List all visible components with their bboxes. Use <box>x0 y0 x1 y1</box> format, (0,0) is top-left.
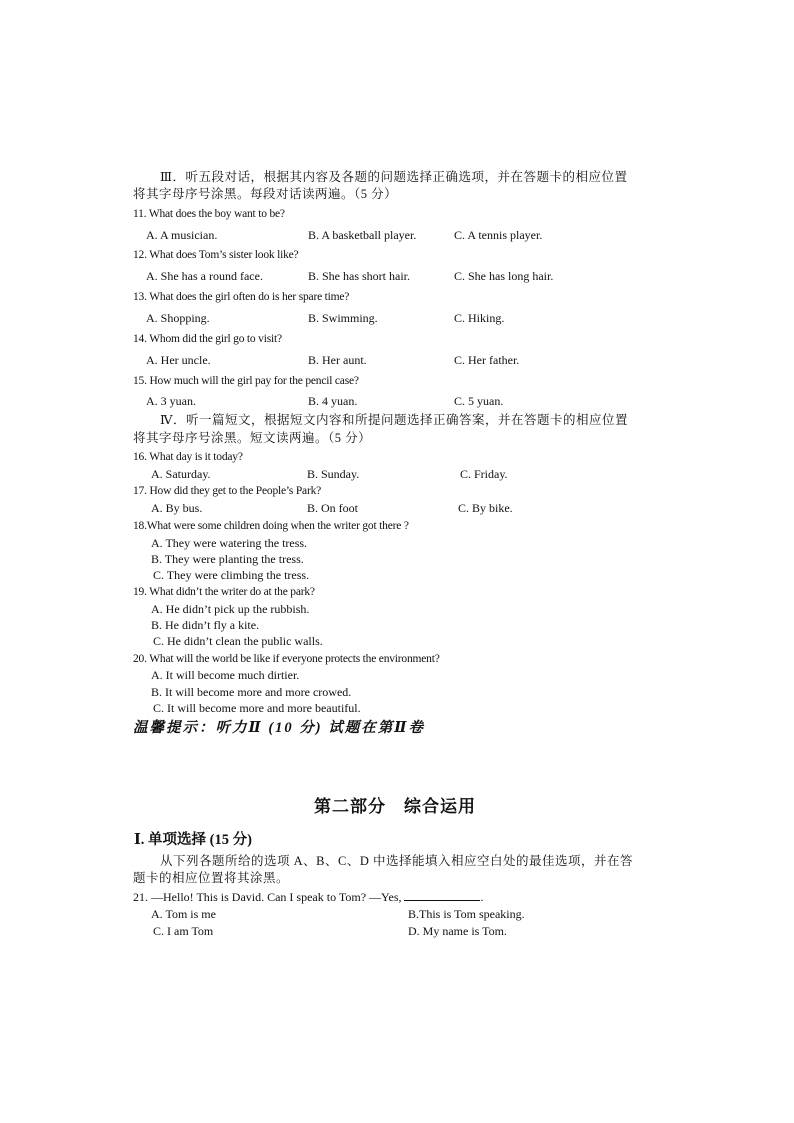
option-12c: C. She has long hair. <box>454 269 554 283</box>
question-20: 20. What will the world be like if everyone protects the environment? <box>133 653 440 665</box>
option-11c: C. A tennis player. <box>454 228 543 242</box>
option-21b: B.This is Tom speaking. <box>408 907 525 921</box>
question-11: 11. What does the boy want to be? <box>133 208 285 220</box>
part2-title: 第二部分 综合运用 <box>314 797 476 816</box>
option-15b: B. 4 yuan. <box>308 394 358 408</box>
option-15c: C. 5 yuan. <box>454 394 504 408</box>
section4-instructions-cont: 将其字母序号涂黑。短文读两遍。（5 分） <box>133 431 372 445</box>
section1-instructions: 从下列各题所给的选项 A、B、C、D 中选择能填入相应空白处的最佳选项，并在答 <box>160 854 633 868</box>
option-16c: C. Friday. <box>460 467 508 481</box>
option-18a: A. They were watering the tress. <box>151 536 308 550</box>
question-16: 16. What day is it today? <box>133 451 243 463</box>
question-13: 13. What does the girl often do is her spare time? <box>133 291 350 303</box>
option-16a: A. Saturday. <box>151 467 211 481</box>
option-19a: A. He didn’t pick up the rubbish. <box>151 602 310 616</box>
question-12: 12. What does Tom’s sister look like? <box>133 249 299 261</box>
question-15: 15. How much will the girl pay for the pencil case? <box>133 375 359 387</box>
option-20b: B. It will become more and more crowed. <box>151 685 352 699</box>
option-12a: A. She has a round face. <box>146 269 263 283</box>
option-13a: A. Shopping. <box>146 311 210 325</box>
option-14b: B. Her aunt. <box>308 353 367 367</box>
option-11b: B. A basketball player. <box>308 228 417 242</box>
section1-instructions-cont: 题卡的相应位置将其涂黑。 <box>133 871 290 885</box>
option-17b: B. On foot <box>307 501 358 515</box>
option-19c: C. He didn’t clean the public walls. <box>153 634 323 648</box>
option-16b: B. Sunday. <box>307 467 360 481</box>
option-20c: C. It will become more and more beautiful. <box>153 701 361 715</box>
question-14: 14. Whom did the girl go to visit? <box>133 333 282 345</box>
option-15a: A. 3 yuan. <box>146 394 196 408</box>
question-19: 19. What didn’t the writer do at the park? <box>133 586 315 598</box>
option-21d: D. My name is Tom. <box>408 924 507 938</box>
option-11a: A. A musician. <box>146 228 218 242</box>
question-17: 17. How did they get to the People’s Park? <box>133 485 322 497</box>
option-12b: B. She has short hair. <box>308 269 410 283</box>
option-14a: A. Her uncle. <box>146 353 211 367</box>
question-21-text: 21. —Hello! This is David. Can I speak to Tom? —Yes, <box>133 890 402 904</box>
listening-tip: 温馨提示：听力Ⅱ (10 分) 试题在第Ⅱ卷 <box>133 720 425 736</box>
option-20a: A. It will become much dirtier. <box>151 668 300 682</box>
question-21-end: . <box>480 890 484 904</box>
option-13c: C. Hiking. <box>454 311 505 325</box>
option-13b: B. Swimming. <box>308 311 378 325</box>
option-17a: A. By bus. <box>151 501 203 515</box>
section3-instructions-cont: 将其字母序号涂黑。每段对话读两遍。（5 分） <box>133 187 398 201</box>
option-21a: A. Tom is me <box>151 907 216 921</box>
answer-blank <box>404 889 480 901</box>
question-21 <box>133 889 483 905</box>
option-18b: B. They were planting the tress. <box>151 552 304 566</box>
section1-title: Ⅰ. 单项选择 (15 分) <box>134 832 252 848</box>
question-18: 18.What were some children doing when the writer got there ? <box>133 520 409 532</box>
option-14c: C. Her father. <box>454 353 520 367</box>
section4-instructions: Ⅳ．听一篇短文，根据短文内容和所提问题选择正确答案，并在答题卡的相应位置 <box>160 413 628 427</box>
option-19b: B. He didn’t fly a kite. <box>151 618 260 632</box>
option-17c: C. By bike. <box>458 501 513 515</box>
option-21c: C. I am Tom <box>153 924 214 938</box>
option-18c: C. They were climbing the tress. <box>153 568 310 582</box>
section3-instructions: Ⅲ．听五段对话，根据其内容及各题的问题选择正确选项，并在答题卡的相应位置 <box>160 170 628 184</box>
